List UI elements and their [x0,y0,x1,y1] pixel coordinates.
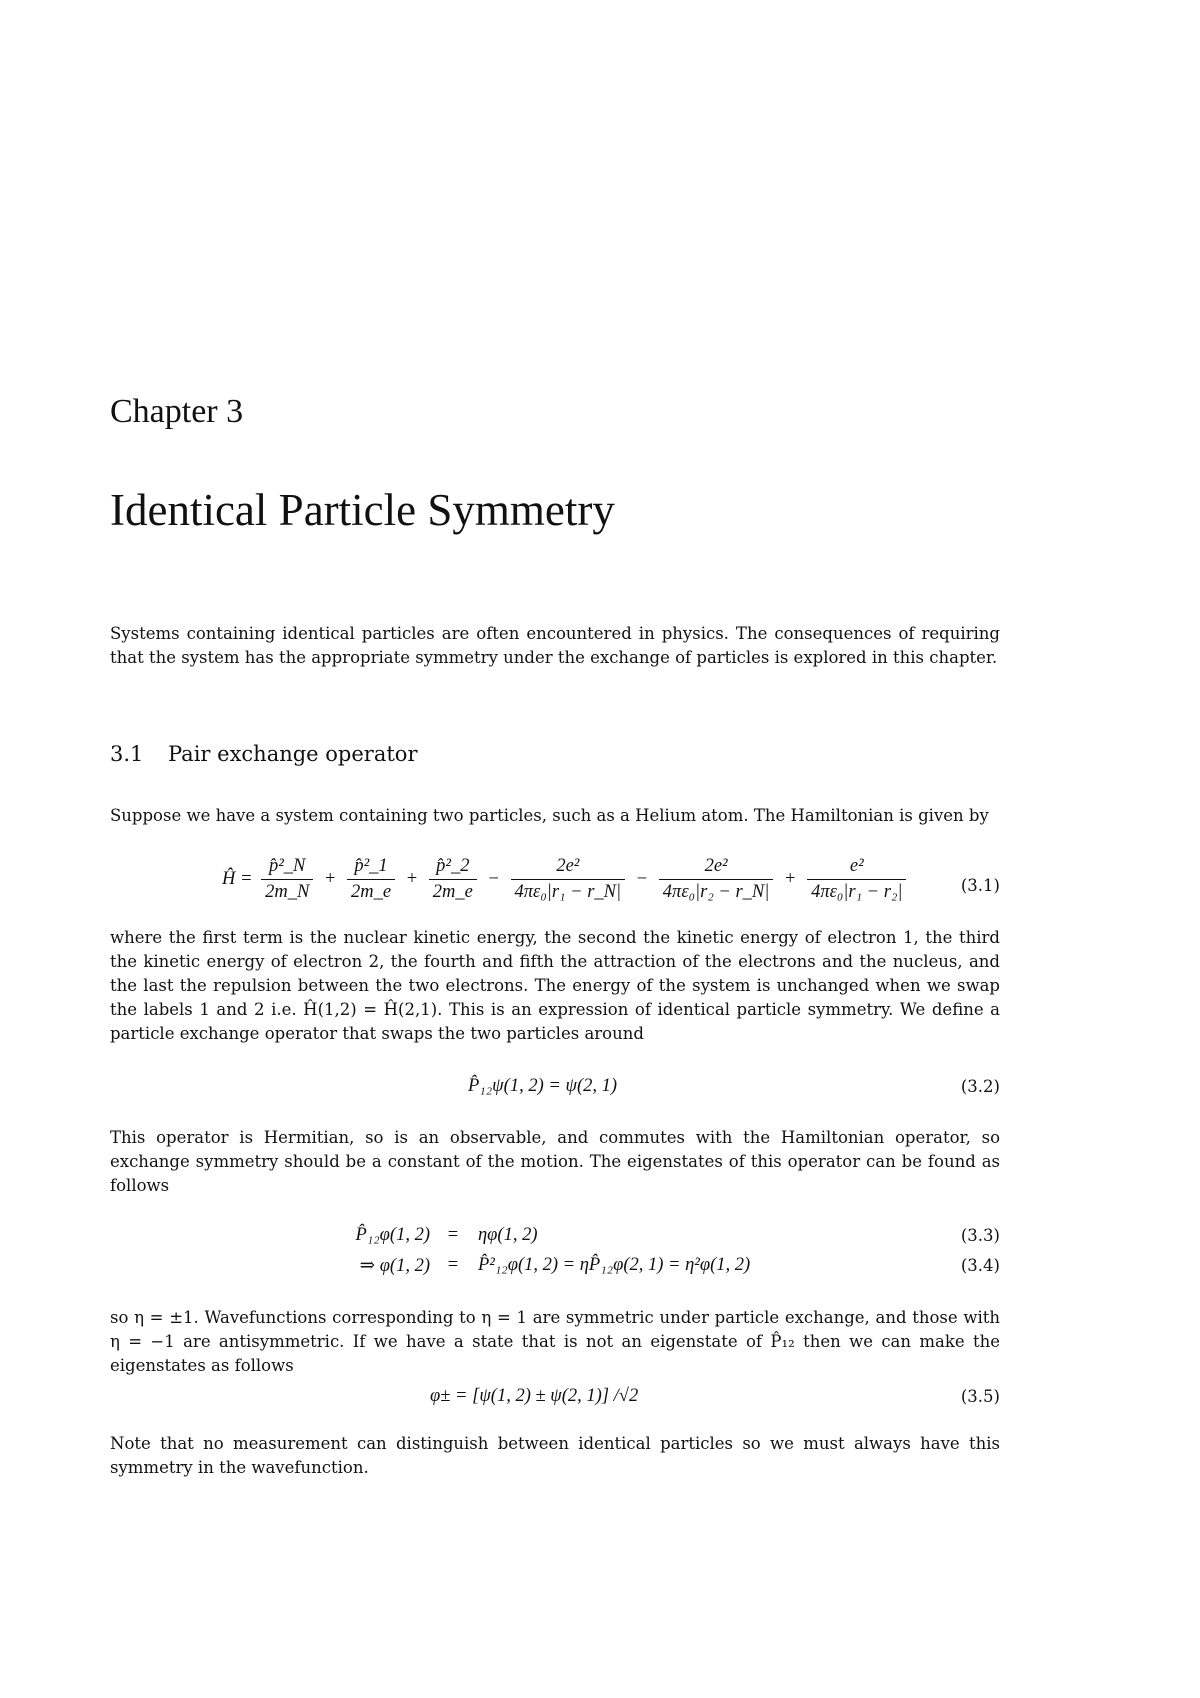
eq-3-1-term-5: $\frac{\text{2e²}}{\text{4πε₀|r₂ − r\_N|}}$ [659,856,774,903]
eq-number-3-3: (3.3) [960,1226,1000,1245]
paragraph-symmetry: where the first term is the nuclear kinetic energy, the second the kinetic energy of electron 1, the third the kinetic energy of electron 2, the fourth and fifth the attraction of the electrons and the nucleus, and the last the repulsion between the two electrons. The energy of the system is unchanged when we swap the labels 1 and 2 i.e. Ĥ(1,2) = Ĥ(2,1). This is an expression of identical particle symmetry. We define a particle exchange operator that swaps the two particles around [110,928,1000,1043]
eq-number-3-1: (3.1) [960,876,1000,895]
paragraph-eigenvalues: so η = ±1. Wavefunctions corresponding to η = 1 are symmetric under particle exchange, and those with η = −1 are antisymmetric. If we have a state that is not an eigenstate of P̂₁₂ then we can make the eigenstates as follows [110,1308,1000,1375]
equation-3-1: Ĥ = $\frac{\text{p̂²\_N}}{2m\_N}$ + $\frac{\text{p̂²\_1}}{2m\_e}$ + $\frac{\text{p̂²\_2}}{2m\_e}$ − $\frac{\text{2e²}}{\text{4πε₀|r₁ − r\_N|}}$ − $\frac{\text{2e²}}{\text{4πε₀|r₂ − r\_N|}}$ + $\frac{\text{e²}}{\text{4πε₀|r₁ − r₂|}}$ [222,856,910,903]
section-title: Pair exchange operator [168,742,418,766]
eq-3-4-lhs: ⇒ φ(1, 2) [359,1256,430,1276]
eq-3-1-term-2: $\frac{\text{p̂²\_1}}{2m\_e}$ [347,856,395,903]
section-number: 3.1 [110,742,144,766]
eq-3-1-lhs: Ĥ = [222,868,253,889]
eq-number-3-4: (3.4) [960,1256,1000,1275]
equation-3-2: P̂₁₂ψ(1, 2) = ψ(2, 1) [468,1076,618,1096]
eq-3-1-term-1: $\frac{\text{p̂²\_N}}{2m\_N}$ [261,856,313,903]
eq-3-3-lhs: P̂₁₂φ(1, 2) [355,1225,430,1245]
chapter-title: Identical Particle Symmetry [110,485,615,535]
eq-3-1-term-6: $\frac{\text{e²}}{\text{4πε₀|r₁ − r₂|}}$ [807,856,906,903]
chapter-label: Chapter 3 [110,393,244,430]
section-heading [110,742,417,766]
equation-3-5: φ± = [ψ(1, 2) ± ψ(2, 1)] /√2 [430,1386,639,1406]
paragraph-hermitian: This operator is Hermitian, so is an observable, and commutes with the Hamiltonian operator, so exchange symmetry should be a constant of the motion. The eigenstates of this operator can be found as follows [110,1128,1000,1195]
eq-3-1-term-4: $\frac{\text{2e²}}{\text{4πε₀|r₁ − r\_N|}}$ [511,856,626,903]
eq-3-1-term-3: $\frac{\text{p̂²\_2}}{2m\_e}$ [429,856,477,903]
eq-3-4-rhs: P̂²₁₂φ(1, 2) = ηP̂₁₂φ(2, 1) = η²φ(1, 2) [478,1255,751,1275]
eq-number-3-5: (3.5) [960,1387,1000,1406]
eq-3-3-rhs: ηφ(1, 2) [478,1225,538,1245]
intro-paragraph: Systems containing identical particles are often encountered in physics. The consequences of requiring that the system has the appropriate symmetry under the exchange of particles is explored in this chapter. [110,624,1000,667]
eq-number-3-2: (3.2) [960,1077,1000,1096]
paragraph-hamiltonian: Suppose we have a system containing two particles, such as a Helium atom. The Hamiltonian is given by [110,806,989,825]
paragraph-note: Note that no measurement can distinguish between identical particles so we must always have this symmetry in the wavefunction. [110,1434,1000,1477]
eq-3-4-rel: = [447,1255,459,1275]
eq-3-3-rel: = [447,1225,459,1245]
